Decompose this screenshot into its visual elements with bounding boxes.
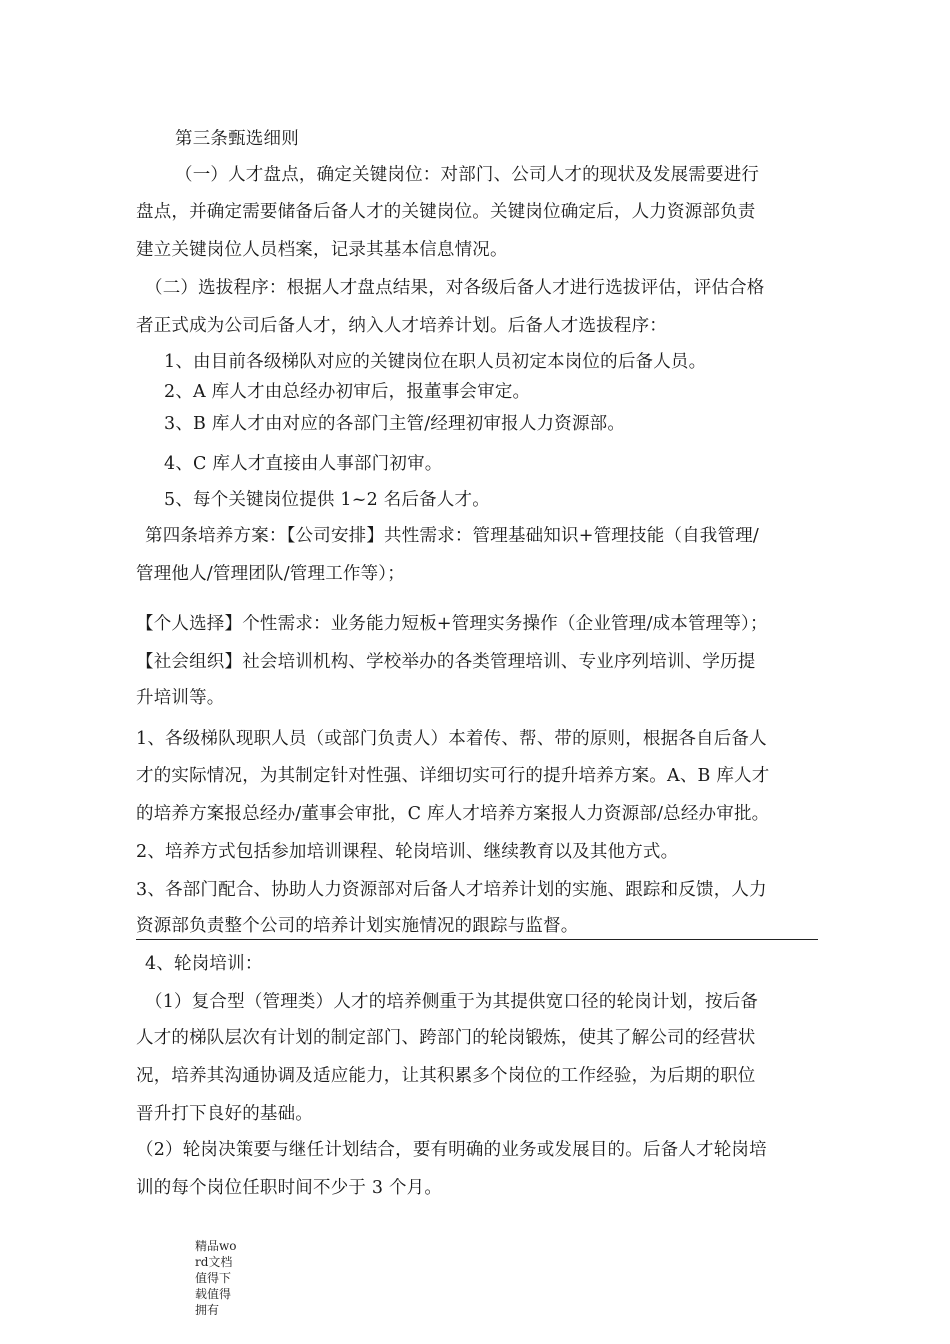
list-item: 4、轮岗培训：	[145, 954, 263, 974]
paragraph-line: （2）轮岗决策要与继任计划结合，要有明确的业务或发展目的。后备人才轮岗培	[136, 1140, 767, 1160]
list-item: 2、A 库人才由总经办初审后，报董事会审定。	[164, 382, 531, 402]
paragraph-line: 晋升打下良好的基础。	[136, 1104, 313, 1124]
paragraph-line: 【社会组织】社会培训机构、学校举办的各类管理培训、专业序列培训、学历提	[136, 652, 756, 672]
paragraph-line: 建立关键岗位人员档案，记录其基本信息情况。	[136, 240, 508, 260]
paragraph-line: 【个人选择】个性需求：业务能力短板+管理实务操作（企业管理/成本管理等）；	[136, 614, 768, 634]
article-3-heading: 第三条甄选细则	[175, 129, 299, 149]
list-item: 3、各部门配合、协助人力资源部对后备人才培养计划的实施、跟踪和反馈，人力	[136, 880, 767, 900]
list-item: 1、各级梯队现职人员（或部门负责人）本着传、帮、带的原则，根据各自后备人	[136, 729, 767, 749]
paragraph-line: （二）选拔程序：根据人才盘点结果，对各级后备人才进行选拔评估，评估合格	[145, 278, 765, 298]
list-item: 4、C 库人才直接由人事部门初审。	[164, 454, 443, 474]
paragraph-line: （1）复合型（管理类）人才的培养侧重于为其提供宽口径的轮岗计划，按后备	[145, 992, 759, 1012]
list-item: 1、由目前各级梯队对应的关键岗位在职人员初定本岗位的后备人员。	[164, 352, 707, 372]
paragraph-line: 况，培养其沟通协调及适应能力，让其积累多个岗位的工作经验，为后期的职位	[136, 1066, 756, 1086]
horizontal-rule	[136, 939, 818, 940]
list-item: 3、B 库人才由对应的各部门主管/经理初审报人力资源部。	[164, 414, 626, 434]
paragraph-line: 训的每个岗位任职时间不少于 3 个月。	[136, 1178, 443, 1198]
paragraph-line: 的培养方案报总经办/董事会审批，C 库人才培养方案报人力资源部/总经办审批。	[136, 804, 770, 824]
article-4-heading: 第四条培养方案：【公司安排】共性需求：管理基础知识+管理技能（自我管理/	[145, 526, 760, 546]
paragraph-line: 人才的梯队层次有计划的制定部门、跨部门的轮岗锻炼，使其了解公司的经营状	[136, 1028, 756, 1048]
paragraph-line: 才的实际情况，为其制定针对性强、详细切实可行的提升培养方案。A、B 库人才	[136, 766, 770, 786]
paragraph-line: 升培训等。	[136, 688, 225, 708]
list-item: 2、培养方式包括参加培训课程、轮岗培训、继续教育以及其他方式。	[136, 842, 679, 862]
paragraph-line: 盘点，并确定需要储备后备人才的关键岗位。关键岗位确定后，人力资源部负责	[136, 202, 756, 222]
paragraph-line: （一）人才盘点，确定关键岗位：对部门、公司人才的现状及发展需要进行	[175, 165, 760, 185]
list-item: 5、每个关键岗位提供 1~2 名后备人才。	[164, 490, 490, 510]
footer-watermark: 精品word文档值得下载值得拥有	[195, 1239, 237, 1317]
paragraph-line: 管理他人/管理团队/管理工作等）；	[136, 564, 405, 584]
paragraph-line: 资源部负责整个公司的培养计划实施情况的跟踪与监督。	[136, 916, 579, 936]
paragraph-line: 者正式成为公司后备人才，纳入人才培养计划。后备人才选拔程序：	[136, 316, 667, 336]
